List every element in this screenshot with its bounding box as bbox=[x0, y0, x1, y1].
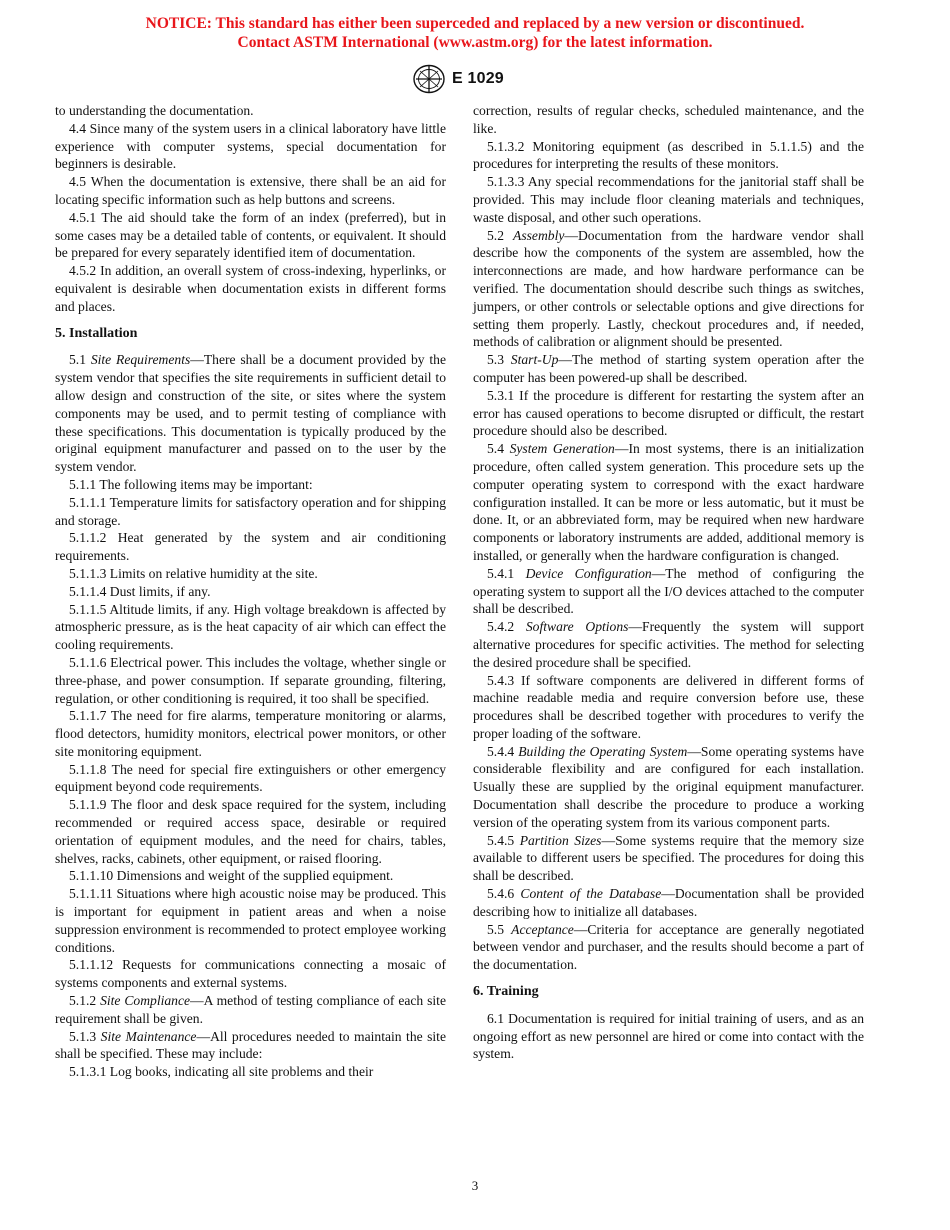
clause-title: System Generation bbox=[509, 441, 615, 457]
paragraph: 4.4 Since many of the system users in a clinical laboratory have little experience with computer systems, special documentation for beginners is desirable. bbox=[55, 120, 446, 172]
paragraph: 5.1.1.8 The need for special fire extinguishers or other emergency equipment beyond code requirements. bbox=[55, 761, 446, 795]
paragraph: to understanding the documentation. bbox=[55, 103, 254, 118]
paragraph: 5.1.1.12 Requests for communications connecting a mosaic of systems components and external systems. bbox=[55, 957, 446, 991]
clause-title: Assembly bbox=[513, 227, 565, 243]
paragraph: 5.3.1 If the procedure is different for restarting the system after an error has caused operations to become disrupted or difficult, the restart procedure should also be described. bbox=[473, 387, 864, 439]
clause-number: 5.1 bbox=[69, 352, 86, 368]
paragraph bbox=[473, 743, 864, 832]
clause-text: —Some operating systems have considerable flexibility and are configured for each installation. Usually these are supplied by the original equipment manufacturer. Documentation shall describe the procedure to produce a working version of the operating system from its various component parts. bbox=[473, 743, 864, 830]
paragraph bbox=[473, 921, 864, 974]
paragraph: 5.1.1 The following items may be important: bbox=[69, 476, 313, 492]
clause-number: 5.3 bbox=[487, 352, 504, 368]
clause-title: Content of the Database bbox=[520, 886, 662, 902]
paragraph: 5.1.3.1 Log books, indicating all site problems and their bbox=[69, 1064, 374, 1080]
clause-number: 5.1.2 bbox=[69, 993, 97, 1009]
clause-title: Device Configuration bbox=[525, 565, 652, 581]
paragraph bbox=[55, 1028, 446, 1064]
paragraph bbox=[473, 351, 864, 387]
clause-text: —Documentation from the hardware vendor shall describe how the components of the system are assembled, how the interconnections are made, and how hardware performance can be verified. The documentation should describe such things as switches, jumpers, or other controls or selectable options and give directions for setting them properly. Lastly, checkout procedures and, if needed, methods of calibration or alignment should be presented. bbox=[473, 227, 864, 350]
paragraph: 5.1.1.9 The floor and desk space required for the system, including recommended or required access space, desirable or required orientation of equipment modules, and the need for chairs, tables, shelves, racks, cabinets, other equipment, or raised flooring. bbox=[55, 797, 446, 866]
paragraph bbox=[473, 440, 864, 565]
clause-text: —Documentation shall be provided describing how to initialize all databases. bbox=[473, 886, 865, 919]
clause-text: —Criteria for acceptance are generally negotiated between vendor and purchaser, and the results should become a part of the documentation. bbox=[473, 921, 864, 973]
paragraph: correction, results of regular checks, scheduled maintenance, and the like. bbox=[473, 103, 864, 136]
clause-text: —In most systems, there is an initialization procedure, often called system generation. This procedure sets up the computer operating system to correspond with the exact hardware configuration installed. It can be more or less automatic, but it must be done. It, or an abbreviated form, may be required when new hardware components or laboratory instruments are added, additional memory is installed, or generally when the hardware configuration is changed. bbox=[473, 441, 864, 563]
paragraph bbox=[55, 992, 446, 1028]
clause-number: 5.1.3 bbox=[69, 1028, 97, 1044]
standard-designation: E 1029 bbox=[452, 70, 504, 87]
clause-number: 5.4.4 bbox=[487, 743, 515, 759]
paragraph bbox=[473, 832, 864, 885]
paragraph: 5.1.1.11 Situations where high acoustic noise may be produced. This is important for equipment in patient areas and when a noise suppression environment is recommended to protect employee working conditions. bbox=[55, 886, 446, 955]
notice-line-1: NOTICE: This standard has either been superceded and replaced by a new version or discontinued. bbox=[145, 15, 805, 32]
clause-text: —Frequently the system will support alternative procedures for specific activities. The method for selecting the desired procedure shall be specified. bbox=[473, 619, 864, 670]
paragraph: 5.1.3.3 Any special recommendations for the janitorial staff shall be provided. This may include floor cleaning materials and techniques, waste disposal, and other such operations. bbox=[473, 174, 864, 225]
paragraph bbox=[473, 885, 864, 921]
left-text-column bbox=[55, 102, 446, 1081]
clause-title: Building the Operating System bbox=[518, 743, 688, 759]
clause-title: Software Options bbox=[525, 619, 629, 635]
document-header bbox=[412, 64, 504, 94]
clause-text: —A method of testing compliance of each site requirement shall be given. bbox=[55, 993, 446, 1026]
paragraph: 5.1.1.2 Heat generated by the system and air conditioning requirements. bbox=[55, 530, 446, 564]
paragraph bbox=[55, 351, 446, 476]
section-heading: 6. Training bbox=[473, 984, 539, 1000]
clause-number: 5.4.1 bbox=[487, 565, 515, 581]
paragraph: 6.1 Documentation is required for initial training of users, and as an ongoing effort as new personnel are hired or come into contact with the system. bbox=[473, 1010, 864, 1062]
clause-text: —Some systems require that the memory size available to different users be specified. The procedures for doing this shall be described. bbox=[473, 832, 864, 884]
astm-logo-icon bbox=[412, 64, 446, 94]
paragraph: 5.1.1.3 Limits on relative humidity at the site. bbox=[69, 565, 318, 581]
section-heading: 5. Installation bbox=[55, 325, 138, 341]
clause-text: —The method of starting system operation after the computer has been powered-up shall be described. bbox=[473, 352, 864, 385]
notice-line-2: Contact ASTM International (www.astm.org) for the latest information. bbox=[237, 34, 713, 51]
clause-number: 5.4.2 bbox=[487, 619, 515, 635]
right-text-column bbox=[473, 102, 864, 1063]
paragraph: 5.1.1.7 The need for fire alarms, temperature monitoring or alarms, flood detectors, humidity monitors, electrical power monitors, or other site monitoring equipment. bbox=[55, 708, 446, 759]
clause-number: 5.4.5 bbox=[487, 832, 515, 848]
clause-number: 5.5 bbox=[487, 921, 504, 937]
clause-number: 5.4 bbox=[487, 441, 504, 457]
clause-title: Partition Sizes bbox=[519, 832, 602, 848]
clause-text: —All procedures needed to maintain the site shall be specified. These may include: bbox=[55, 1028, 446, 1062]
clause-number: 5.2 bbox=[487, 227, 504, 243]
page-number: 3 bbox=[471, 1178, 479, 1193]
paragraph: 5.1.1.10 Dimensions and weight of the supplied equipment. bbox=[69, 868, 394, 884]
paragraph bbox=[473, 565, 864, 618]
notice-banner bbox=[0, 14, 950, 52]
clause-title: Site Compliance bbox=[100, 993, 191, 1009]
clause-text: —The method of configuring the operating system to support all the I/O devices attached to the computer shall be described. bbox=[473, 565, 865, 617]
paragraph: 5.1.1.4 Dust limits, if any. bbox=[69, 583, 211, 599]
paragraph: 5.1.1.5 Altitude limits, if any. High voltage breakdown is affected by atmospheric pressure, as is the heat capacity of air which can effect the cooling requirements. bbox=[55, 601, 446, 653]
clause-title: Acceptance bbox=[511, 921, 574, 937]
clause-title: Site Maintenance bbox=[100, 1028, 197, 1044]
paragraph: 5.1.3.2 Monitoring equipment (as described in 5.1.1.5) and the procedures for interpreting the results of these monitors. bbox=[473, 138, 864, 172]
paragraph: 5.1.1.1 Temperature limits for satisfactory operation and for shipping and storage. bbox=[55, 494, 446, 528]
clause-title: Site Requirements bbox=[90, 352, 191, 368]
clause-text: —There shall be a document provided by the system vendor that specifies the site requirements in sufficient detail to allow design and construction of the site, or sites where the system components may be used, and to permit testing of compliance with these specifications. This documentation is typically produced by the original equipment manufacturer and passed on to the user by the system vendor. bbox=[55, 352, 446, 475]
clause-title: Start-Up bbox=[510, 352, 559, 368]
paragraph bbox=[473, 227, 864, 352]
clause-number: 5.4.6 bbox=[487, 886, 515, 902]
paragraph: 4.5 When the documentation is extensive, there shall be an aid for locating specific information such as help buttons and screens. bbox=[55, 174, 446, 207]
paragraph bbox=[473, 618, 864, 671]
paragraph: 4.5.2 In addition, an overall system of cross-indexing, hyperlinks, or equivalent is desirable when documentation exists in different forms and places. bbox=[55, 263, 446, 314]
paragraph: 5.4.3 If software components are delivered in different forms of machine readable media and require conversion before use, these procedures shall be described together with procedures to verify the proper loading of the software. bbox=[473, 672, 864, 741]
paragraph: 4.5.1 The aid should take the form of an index (preferred), but in some cases may be a detailed table of contents, or equivalent. It should be prepared for every separately identified item of documentation. bbox=[55, 209, 446, 261]
paragraph: 5.1.1.6 Electrical power. This includes the voltage, whether single or three-phase, and power consumption. If separate grounding, filtering, regulation, or other conditioning is required, it too shall be specified. bbox=[55, 654, 446, 706]
